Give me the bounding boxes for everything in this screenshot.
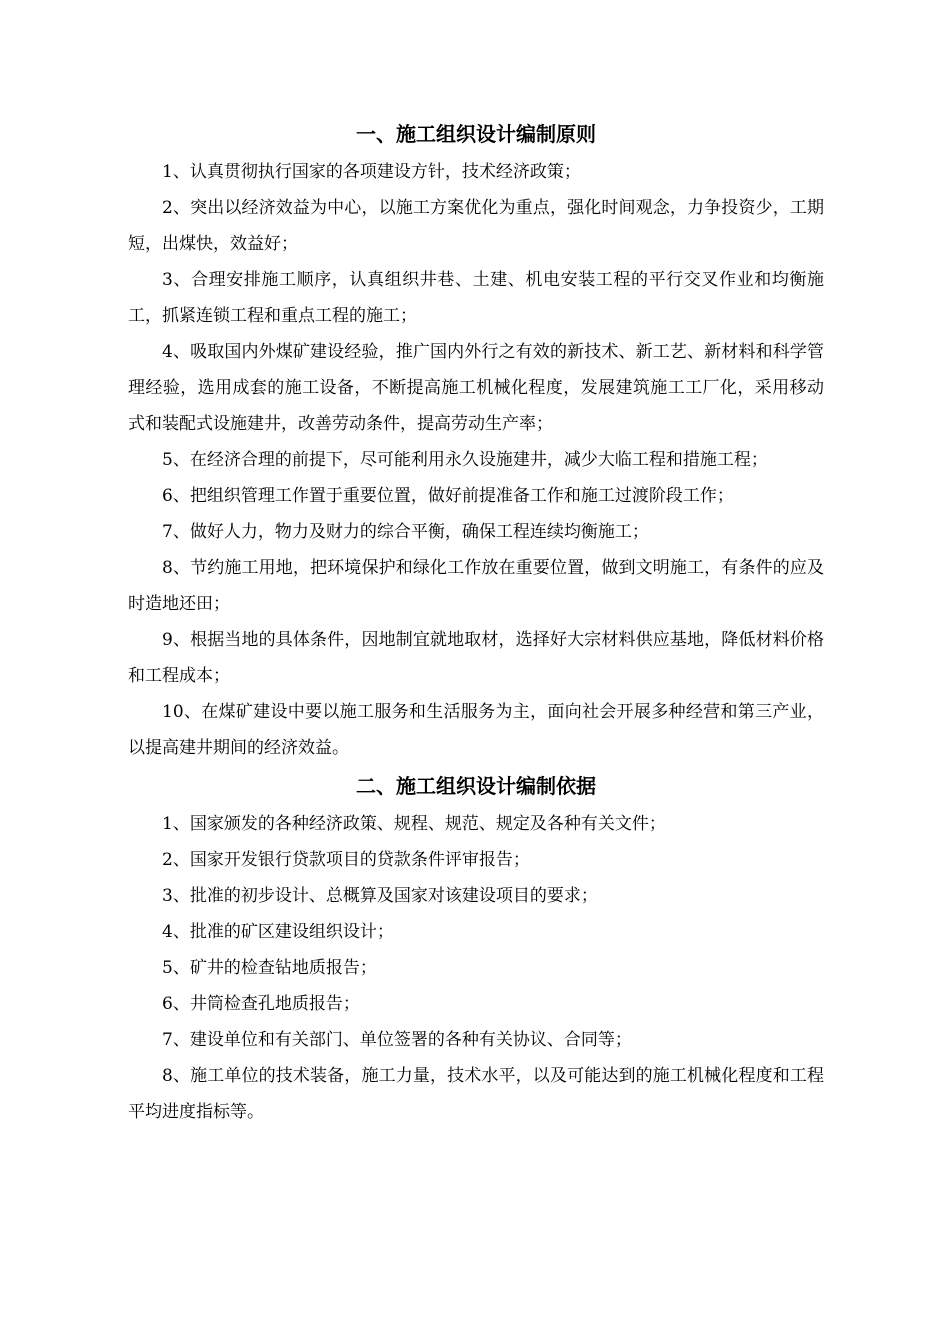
principle-item-3: 3、合理安排施工顺序，认真组织井巷、土建、机电安装工程的平行交叉作业和均衡施工，抓紧连锁工程和重点工程的施工；	[128, 270, 824, 326]
basis-item-1: 1、国家颁发的各种经济政策、规程、规范、规定及各种有关文件；	[162, 814, 666, 834]
principle-item-6: 6、把组织管理工作置于重要位置，做好前提准备工作和施工过渡阶段工作；	[162, 486, 734, 506]
basis-item-3: 3、批准的初步设计、总概算及国家对该建设项目的要求；	[162, 886, 598, 906]
principle-item-8: 8、节约施工用地，把环境保护和绿化工作放在重要位置，做到文明施工，有条件的应及时造地还田；	[128, 558, 824, 614]
principle-item-1: 1、认真贯彻执行国家的各项建设方针，技术经济政策；	[162, 162, 581, 182]
basis-item-6: 6、井筒检查孔地质报告；	[162, 994, 360, 1014]
basis-item-7: 7、建设单位和有关部门、单位签署的各种有关协议、合同等；	[162, 1030, 632, 1050]
principle-item-7: 7、做好人力，物力及财力的综合平衡，确保工程连续均衡施工；	[162, 522, 649, 542]
basis-item-2: 2、国家开发银行贷款项目的贷款条件评审报告；	[162, 850, 530, 870]
basis-item-5: 5、矿井的检查钻地质报告；	[162, 958, 377, 978]
basis-item-4: 4、批准的矿区建设组织设计；	[162, 922, 394, 942]
principle-item-2: 2、突出以经济效益为中心，以施工方案优化为重点，强化时间观念，力争投资少，工期短，出煤快，效益好；	[128, 198, 824, 254]
section-title-basis: 二、施工组织设计编制依据	[356, 774, 596, 798]
principle-item-10: 10、在煤矿建设中要以施工服务和生活服务为主，面向社会开展多种经营和第三产业，以提高建井期间的经济效益。	[128, 702, 824, 758]
principle-item-5: 5、在经济合理的前提下，尽可能利用永久设施建井，减少大临工程和措施工程；	[162, 450, 768, 470]
principle-item-4: 4、吸取国内外煤矿建设经验，推广国内外行之有效的新技术、新工艺、新材料和科学管理经验，选用成套的施工设备，不断提高施工机械化程度，发展建筑施工工厂化，采用移动式和装配式设施建井，改善劳动条件，提高劳动生产率；	[128, 342, 824, 434]
section-title-principles: 一、施工组织设计编制原则	[356, 122, 596, 146]
basis-item-8: 8、施工单位的技术装备，施工力量，技术水平，以及可能达到的施工机械化程度和工程平均进度指标等。	[128, 1066, 824, 1122]
principle-item-9: 9、根据当地的具体条件，因地制宜就地取材，选择好大宗材料供应基地，降低材料价格和工程成本；	[128, 630, 824, 686]
document-page	[128, 114, 824, 1130]
